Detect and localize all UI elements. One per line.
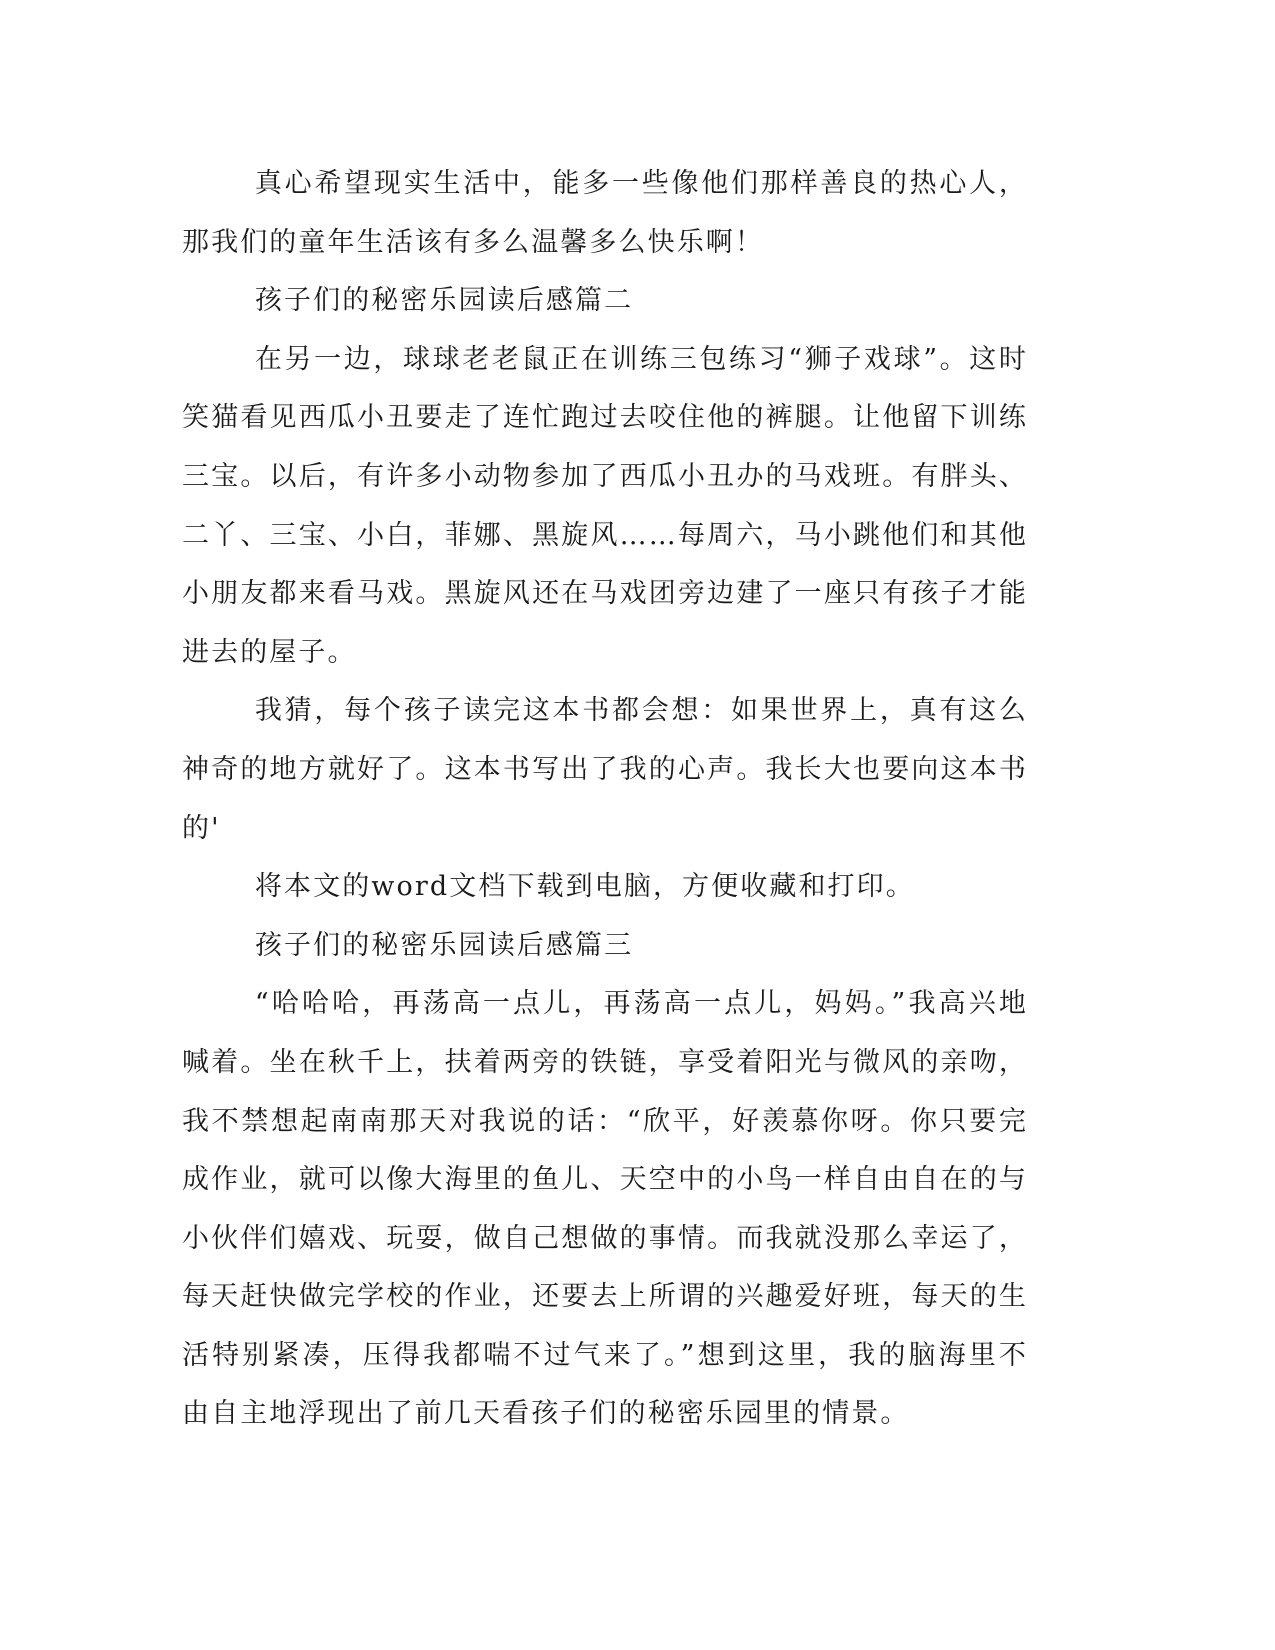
paragraph-closing-wish: 真心希望现实生活中，能多一些像他们那样善良的热心人，那我们的童年生活该有多么温馨多么快乐啊！ bbox=[182, 168, 1028, 258]
section-heading-part-three: 孩子们的秘密乐园读后感篇三 bbox=[254, 929, 634, 961]
section-heading-part-two: 孩子们的秘密乐园读后感篇二 bbox=[254, 285, 634, 317]
paragraph-swing-memory: “哈哈哈，再荡高一点儿，再荡高一点儿，妈妈。”我高兴地喊着。坐在秋千上，扶着两旁的铁链，享受着阳光与微风的亲吻，我不禁想起南南那天对我说的话：“欣平，好羡慕你呀。你只要完成作业，就可以像大海里的鱼儿、天空中的小鸟一样自由自在的与小伙伴们嬉戏、玩耍，做自己想做的事情。而我就没那么幸运了，每天赶快做完学校的作业，还要去上所谓的兴趣爱好班，每天的生活特别紧凑，压得我都喘不过气来了。”想到这里，我的脑海里不由自主地浮现出了前几天看孩子们的秘密乐园里的情景。 bbox=[182, 988, 1028, 1430]
paragraph-circus-story: 在另一边，球球老老鼠正在训练三包练习“狮子戏球”。这时笑猫看见西瓜小丑要走了连忙跑过去咬住他的裤腿。让他留下训练三宝。以后，有许多小动物参加了西瓜小丑办的马戏班。有胖头、二丫、三宝、小白，菲娜、黑旋风……每周六，马小跳他们和其他小朋友都来看马戏。黑旋风还在马戏团旁边建了一座只有孩子才能进去的屋子。 bbox=[182, 343, 1028, 668]
document-body bbox=[182, 155, 1028, 1444]
paragraph-reader-thoughts: 我猜，每个孩子读完这本书都会想：如果世界上，真有这么神奇的地方就好了。这本书写出了我的心声。我长大也要向这本书的' bbox=[182, 695, 1028, 844]
paragraph-download-note: 将本文的word文档下载到电脑，方便收藏和打印。 bbox=[254, 871, 915, 903]
